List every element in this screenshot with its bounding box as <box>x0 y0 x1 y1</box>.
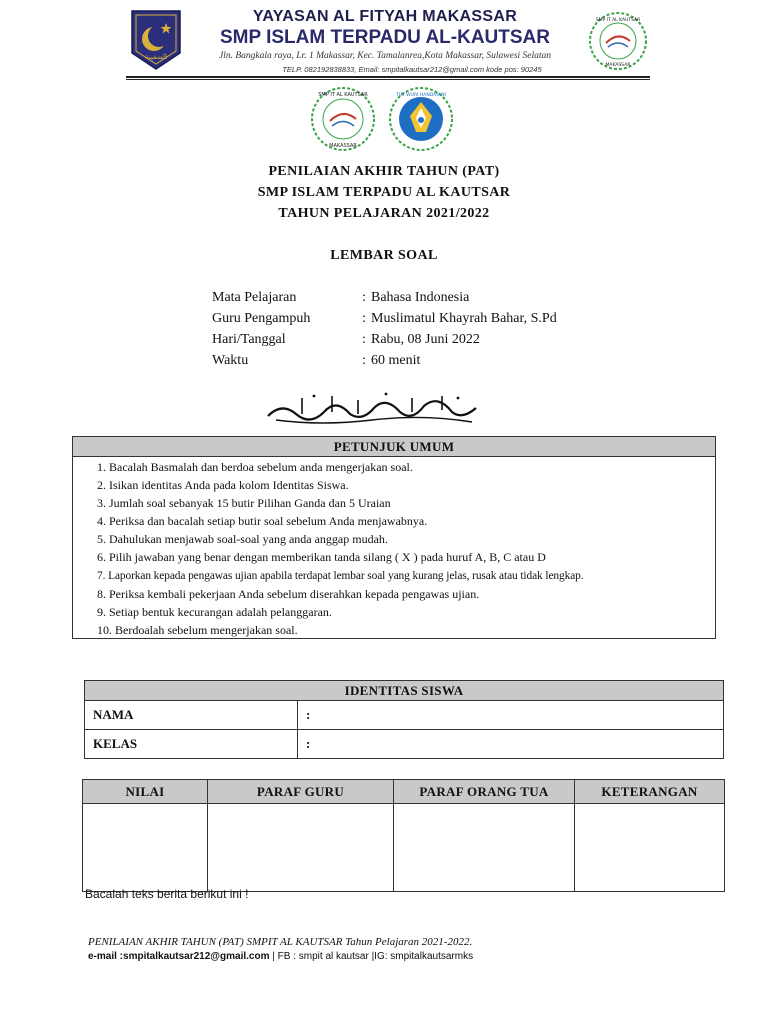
teacher-initial-header: PARAF GURU <box>208 780 394 804</box>
exam-title: PENILAIAN AKHIR TAHUN (PAT) <box>268 164 500 179</box>
table-row <box>83 804 725 892</box>
info-label: Mata Pelajaran <box>212 290 297 305</box>
footer-email: e-mail :smpitalkautsar212@gmail.com <box>88 951 270 962</box>
identity-field-class[interactable]: : <box>298 730 724 759</box>
student-identity-table <box>84 680 724 759</box>
letterhead-contact: TELP. 082192838833, Email: smpitalkautsar212@gmail.com kode pos: 90245 <box>282 65 542 74</box>
identity-label-class: KELAS <box>85 730 298 759</box>
score-header: NILAI <box>83 780 208 804</box>
info-value: Bahasa Indonesia <box>371 290 470 305</box>
tut-wuri-handayani-logo <box>386 86 456 152</box>
instruction-item: 2. Isikan identitas Anda pada kolom Identitas Siswa. <box>97 478 349 492</box>
instruction-item: 8. Periksa kembali pekerjaan Anda sebelum diserahkan kepada pengawas ujian. <box>97 587 480 601</box>
info-value: Rabu, 08 Juni 2022 <box>371 332 480 347</box>
foundation-logo <box>128 9 184 71</box>
footer-contact-line <box>88 951 473 962</box>
school-badge <box>308 86 378 152</box>
instruction-item: 6. Pilih jawaban yang benar dengan memberikan tanda silang ( X ) pada huruf A, B, C atau D <box>97 550 546 564</box>
info-row-subject <box>212 290 692 311</box>
tutwuri-text: TUT WURI HANDAYANI <box>396 93 446 98</box>
info-row-date <box>212 332 692 353</box>
instruction-item: 9. Setiap bentuk kecurangan adalah pelanggaran. <box>97 605 332 619</box>
info-label: Hari/Tanggal <box>212 332 286 347</box>
identity-field-name[interactable]: : <box>298 701 724 730</box>
instruction-item: 1. Bacalah Basmalah dan berdoa sebelum anda mengerjakan soal. <box>97 460 413 474</box>
teacher-initial-cell[interactable] <box>208 804 394 892</box>
sheet-title: LEMBAR SOAL <box>330 248 438 263</box>
school-title: SMP ISLAM TERPADU AL KAUTSAR <box>257 185 511 200</box>
seal-text: SMP IT AL KAUTSAR <box>595 18 641 23</box>
letterhead-school: SMP ISLAM TERPADU AL-KAUTSAR <box>219 27 551 48</box>
letterhead-address: Jln. Bangkala raya, Lr. 1 Makassar, Kec. Tamalanrea,Kota Makassar, Sulawesi Selatan <box>218 51 552 61</box>
footer-social: | FB : smpit al kautsar |IG: smpitalkautsarmks <box>269 951 474 962</box>
badge-text: SMP IT AL KAUTSAR <box>318 92 368 98</box>
instruction-item: 4. Periksa dan bacalah setiap butir soal sebelum Anda menjawabnya. <box>97 514 428 528</box>
instruction-item: 7. Laporkan kepada pengawas ujian apabila terdapat lembar soal yang kurang jelas, rusak atau tidak lengkap. <box>97 570 584 582</box>
letterhead-foundation: YAYASAN AL FITYAH MAKASSAR <box>252 8 518 25</box>
seal-city: MAKASSAR <box>605 63 631 68</box>
student-identity-title: IDENTITAS SISWA <box>85 681 724 701</box>
academic-year: TAHUN PELAJARAN 2021/2022 <box>278 206 490 221</box>
info-row-time <box>212 353 692 374</box>
letterhead-rule <box>126 76 650 78</box>
instruction-item: 3. Jumlah soal sebanyak 15 butir Pilihan Ganda dan 5 Uraian <box>97 496 391 510</box>
general-instructions-title: PETUNJUK UMUM <box>73 437 715 457</box>
info-separator: : <box>362 311 366 326</box>
table-row <box>85 701 724 730</box>
reading-instruction: Bacalah teks berita berikut ini ! <box>85 887 249 901</box>
info-separator: : <box>362 353 366 368</box>
info-value: 60 menit <box>371 353 421 368</box>
table-row <box>85 730 724 759</box>
basmalah-text: بسم الله الرحمن الرحيم <box>367 427 377 428</box>
letterhead-rule-thin <box>126 79 650 80</box>
info-row-teacher <box>212 311 692 332</box>
score-signature-table <box>82 779 725 892</box>
score-cell[interactable] <box>83 804 208 892</box>
info-separator: : <box>362 332 366 347</box>
footer-exam-line: PENILAIAN AKHIR TAHUN (PAT) SMPIT AL KAUTSAR Tahun Pelajaran 2021-2022. <box>88 936 473 948</box>
instruction-item: 5. Dahulukan menjawab soal-soal yang anda anggap mudah. <box>97 532 388 546</box>
info-label: Waktu <box>212 353 249 368</box>
info-value: Muslimatul Khayrah Bahar, S.Pd <box>371 311 557 326</box>
left-logo-text: السفينة <box>145 53 167 61</box>
parent-initial-cell[interactable] <box>394 804 575 892</box>
instruction-item: 10. Berdoalah sebelum mengerjakan soal. <box>97 623 298 637</box>
school-seal-logo <box>588 11 648 71</box>
info-label: Guru Pengampuh <box>212 311 311 326</box>
remarks-cell[interactable] <box>575 804 725 892</box>
badge-city: MAKASSAR <box>329 143 357 149</box>
info-separator: : <box>362 290 366 305</box>
identity-label-name: NAMA <box>85 701 298 730</box>
remarks-header: KETERANGAN <box>575 780 725 804</box>
basmalah-calligraphy <box>262 388 482 428</box>
parent-initial-header: PARAF ORANG TUA <box>394 780 575 804</box>
